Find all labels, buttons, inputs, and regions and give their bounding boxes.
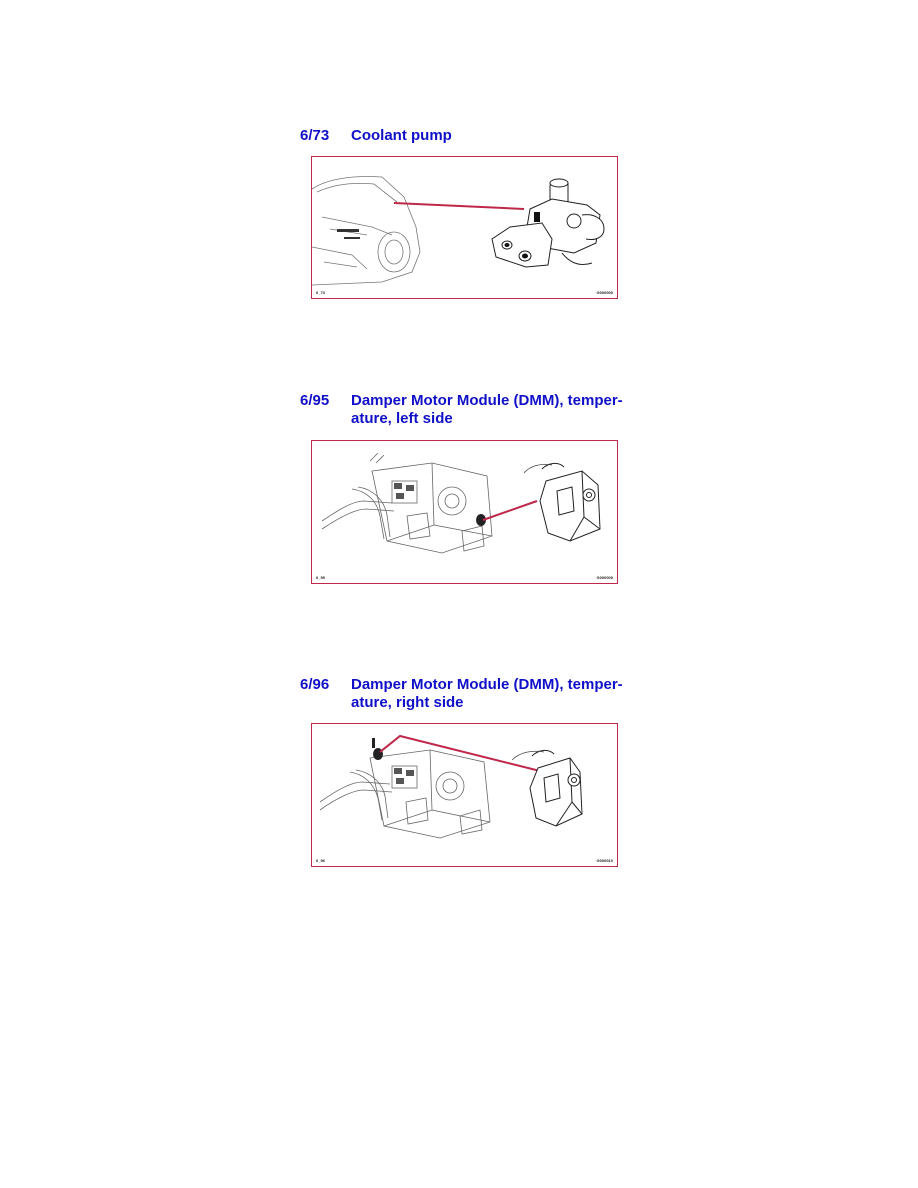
coolant-pump-illustration [312,157,617,298]
component-title-line2: ature, left side [351,410,453,427]
component-title [351,676,630,712]
component-title [351,392,630,428]
section-dmm-right [300,676,630,712]
component-title-line2: ature, right side [351,694,464,711]
component-title: Coolant pump [351,127,452,144]
dmm-right-illustration [312,724,617,866]
dmm-left-illustration [312,441,617,583]
figure-code-right: G000000 [596,290,613,295]
section-heading [300,392,630,428]
figure-code-right: G000000 [596,575,613,580]
figure-coolant-pump [311,156,618,299]
component-title-line1: Damper Motor Module (DMM), temper- [351,676,623,693]
figure-code-left: 6_73 [316,290,325,295]
section-heading [300,676,630,712]
figure-dmm-left [311,440,618,584]
component-number: 6/96 [300,676,330,693]
component-title-line1: Damper Motor Module (DMM), temper- [351,392,623,409]
figure-code-left: 6_96 [316,858,325,863]
component-number: 6/95 [300,392,330,409]
section-coolant-pump [300,127,630,145]
figure-code-left: 6_95 [316,575,325,580]
figure-code-right: G000010 [596,858,613,863]
component-number: 6/73 [300,127,330,144]
figure-dmm-right [311,723,618,867]
section-heading [300,127,630,145]
section-dmm-left [300,392,630,428]
